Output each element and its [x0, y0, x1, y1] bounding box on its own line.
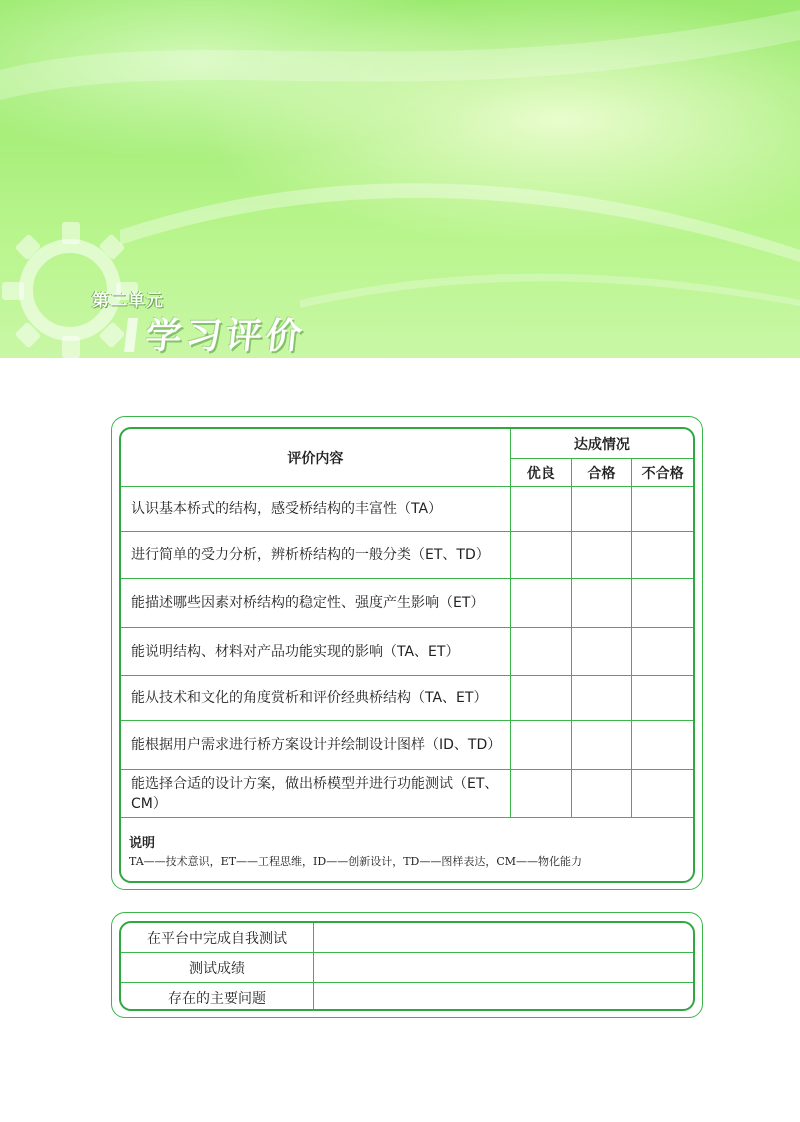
grade-cell[interactable]	[571, 676, 632, 721]
grade-cell[interactable]	[571, 532, 632, 579]
grade-cell[interactable]	[632, 721, 694, 770]
item-text: 能根据用户需求进行桥方案设计并绘制设计图样（ID、TD）	[121, 721, 511, 770]
grade-pass-header: 合格	[571, 459, 632, 487]
table-row	[121, 628, 694, 676]
grade-cell[interactable]	[632, 532, 694, 579]
evaluation-inner	[119, 427, 695, 883]
test-problems-label: 存在的主要问题	[121, 983, 314, 1012]
item-text: 能选择合适的设计方案，做出桥模型并进行功能测试（ET、CM）	[121, 770, 511, 818]
test-score-label: 测试成绩	[121, 953, 314, 983]
note-title: 说明	[129, 836, 156, 851]
item-text: 进行简单的受力分析，辨析桥结构的一般分类（ET、TD）	[121, 532, 511, 579]
table-row	[121, 721, 694, 770]
grade-cell[interactable]	[571, 628, 632, 676]
test-problems-field[interactable]	[314, 983, 694, 1012]
item-text: 能说明结构、材料对产品功能实现的影响（TA、ET）	[121, 628, 511, 676]
grade-fail-header: 不合格	[632, 459, 694, 487]
note-cell	[121, 818, 694, 882]
grade-cell[interactable]	[571, 770, 632, 818]
test-inner	[119, 921, 695, 1011]
item-text: 认识基本桥式的结构，感受桥结构的丰富性（TA）	[121, 487, 511, 532]
unit-label: 第二单元	[92, 291, 164, 311]
table-row	[121, 923, 694, 953]
grade-cell[interactable]	[632, 579, 694, 628]
grade-cell[interactable]	[510, 532, 571, 579]
grade-cell[interactable]	[510, 721, 571, 770]
content-header: 评价内容	[121, 429, 511, 487]
grade-cell[interactable]	[510, 676, 571, 721]
grade-cell[interactable]	[632, 676, 694, 721]
grade-cell[interactable]	[510, 770, 571, 818]
grade-cell[interactable]	[632, 770, 694, 818]
evaluation-frame	[111, 416, 703, 890]
status-header: 达成情况	[510, 429, 693, 459]
grade-cell[interactable]	[510, 487, 571, 532]
test-frame	[111, 912, 703, 1018]
grade-cell[interactable]	[571, 721, 632, 770]
table-row	[121, 579, 694, 628]
evaluation-table	[120, 428, 694, 882]
table-row	[121, 953, 694, 983]
grade-cell[interactable]	[571, 579, 632, 628]
grade-cell[interactable]	[510, 628, 571, 676]
test-platform-field[interactable]	[314, 923, 694, 953]
page-title: 学习评价	[143, 316, 308, 357]
item-text: 能描述哪些因素对桥结构的稳定性、强度产生影响（ET）	[121, 579, 511, 628]
table-row	[121, 532, 694, 579]
table-row	[121, 487, 694, 532]
grade-cell[interactable]	[510, 579, 571, 628]
table-row	[121, 983, 694, 1012]
header-banner	[0, 0, 800, 358]
grade-cell[interactable]	[632, 628, 694, 676]
grade-cell[interactable]	[571, 487, 632, 532]
note-row	[121, 818, 694, 882]
table-row	[121, 676, 694, 721]
test-score-field[interactable]	[314, 953, 694, 983]
item-text: 能从技术和文化的角度赏析和评价经典桥结构（TA、ET）	[121, 676, 511, 721]
grade-cell[interactable]	[632, 487, 694, 532]
note-text: TA——技术意识，ET——工程思维，ID——创新设计，TD——图样表达，CM——物化能力	[129, 855, 583, 868]
grade-excellent-header: 优良	[510, 459, 571, 487]
test-platform-label: 在平台中完成自我测试	[121, 923, 314, 953]
test-table	[120, 922, 694, 1011]
table-row	[121, 770, 694, 818]
